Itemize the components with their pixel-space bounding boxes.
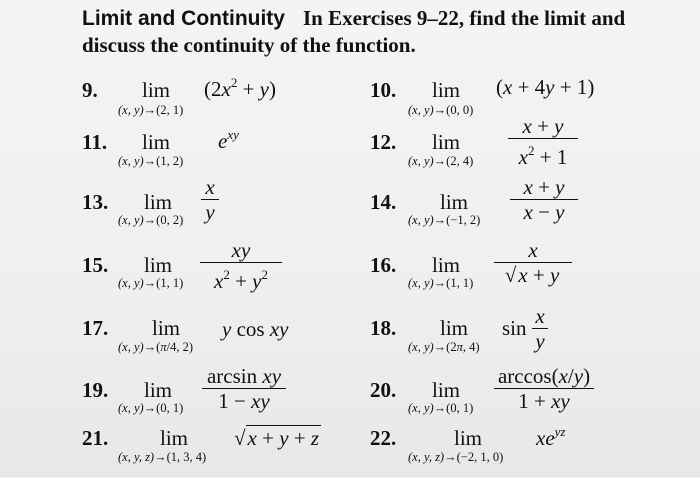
exercise-number: 18. <box>370 316 397 340</box>
exercise-number: 19. <box>82 378 109 402</box>
limit-subscript: (x, y)→(1, 2) <box>118 154 184 168</box>
exercise-number: 21. <box>82 426 109 450</box>
exercise-22 <box>370 422 690 478</box>
limit-subscript: (x, y)→(0, 1) <box>408 401 474 415</box>
limit-expression: y cos xy <box>222 317 289 341</box>
instruction-line-1: In Exercises 9–22, find the limit and <box>302 6 626 30</box>
limit-subscript: (x, y)→(0, 2) <box>118 213 184 227</box>
numerator: arcsin xy <box>206 364 282 388</box>
exercise-9 <box>82 70 362 126</box>
limit-subscript: (x, y)→(−1, 2) <box>408 213 481 227</box>
limit-operator: lim <box>144 253 173 277</box>
limit-operator: lim <box>440 316 469 340</box>
limit-operator: lim <box>142 130 171 154</box>
instruction-line-2: discuss the continuity of the function. <box>82 33 416 57</box>
square-root-icon: √ <box>504 263 517 287</box>
limit-operator: lim <box>142 78 171 102</box>
numerator: x + y <box>523 175 565 199</box>
denominator: 1 − xy <box>202 388 286 413</box>
limit-subscript: (x, y, z)→(1, 3, 4) <box>118 450 207 464</box>
numerator: arccos(x/y) <box>497 364 591 388</box>
denominator: y <box>532 328 548 353</box>
denominator: x − y <box>510 199 578 224</box>
numerator: xy <box>231 238 251 262</box>
limit-operator: lim <box>432 378 461 402</box>
limit-operator: lim <box>432 130 461 154</box>
limit-subscript: (x, y)→(2π, 4) <box>408 340 480 354</box>
limit-expression: $xe^{yz}$ <box>536 424 566 450</box>
exercise-number: 9. <box>82 78 98 102</box>
limit-expression: √x + y + z <box>234 426 320 450</box>
section-title: Limit and Continuity <box>82 7 285 30</box>
limit-subscript: (x, y, z)→(−2, 1, 0) <box>408 450 504 464</box>
exercise-21 <box>82 422 362 478</box>
limit-operator: lim <box>440 190 469 214</box>
fraction <box>494 238 572 287</box>
limit-operator: lim <box>454 426 483 450</box>
limit-subscript: (x, y)→(2, 4) <box>408 154 474 168</box>
square-root-icon: √ <box>234 426 246 450</box>
limit-subscript: (x, y)→(π/4, 2) <box>118 340 193 354</box>
denominator: y <box>201 199 219 224</box>
limit-subscript: (x, y)→(0, 0) <box>408 103 474 117</box>
exercise-13 <box>82 172 362 228</box>
exercise-18 <box>370 304 690 360</box>
exercise-number: 13. <box>82 190 109 214</box>
limit-operator: lim <box>432 78 461 102</box>
exercise-number: 11. <box>82 130 108 154</box>
exercise-19 <box>82 362 362 418</box>
exercise-number: 16. <box>370 253 397 277</box>
limit-expression: (x + 4y + 1) <box>496 75 595 99</box>
exercise-12 <box>370 112 690 168</box>
denominator: √x + y <box>494 262 572 287</box>
page-heading <box>82 5 692 59</box>
numerator: x + y <box>522 114 564 138</box>
denominator: $x^2 + y^2$ <box>200 262 282 293</box>
exercise-number: 14. <box>370 190 397 214</box>
exercise-11 <box>82 120 362 176</box>
limit-subscript: (x, y)→(1, 1) <box>118 276 184 290</box>
exercise-number: 15. <box>82 253 109 277</box>
exercise-17 <box>82 312 362 368</box>
fraction <box>508 114 578 169</box>
limit-subscript: (x, y)→(0, 1) <box>118 401 184 415</box>
limit-operator: lim <box>144 378 173 402</box>
exercise-number: 10. <box>370 78 397 102</box>
fraction <box>494 364 594 413</box>
fraction <box>510 175 578 224</box>
fraction <box>201 175 219 224</box>
exercise-15 <box>82 236 362 292</box>
limit-subscript: (x, y)→(2, 1) <box>118 103 184 117</box>
fraction <box>200 238 282 293</box>
denominator: $x^2 + 1$ <box>508 138 578 169</box>
limit-subscript: (x, y)→(1, 1) <box>408 276 474 290</box>
numerator: x <box>535 304 545 328</box>
limit-operator: lim <box>160 426 189 450</box>
limit-operator: lim <box>152 316 181 340</box>
exercise-14 <box>370 172 690 228</box>
exercise-20 <box>370 362 690 418</box>
numerator: x <box>528 238 538 262</box>
numerator: x <box>205 175 215 199</box>
limit-operator: lim <box>144 190 173 214</box>
exercise-number: 12. <box>370 130 397 154</box>
limit-operator: lim <box>432 253 461 277</box>
limit-expression: $e^{xy}$ <box>218 127 239 153</box>
limit-expression: $(2x^2 + y)$ <box>204 75 276 101</box>
fraction <box>202 364 286 413</box>
exercise-number: 20. <box>370 378 397 402</box>
sine-prefix: sin <box>502 316 527 340</box>
denominator: 1 + xy <box>494 388 594 413</box>
exercise-number: 17. <box>82 316 109 340</box>
exercise-number: 22. <box>370 426 397 450</box>
exercise-16 <box>370 236 690 292</box>
fraction <box>532 304 548 353</box>
